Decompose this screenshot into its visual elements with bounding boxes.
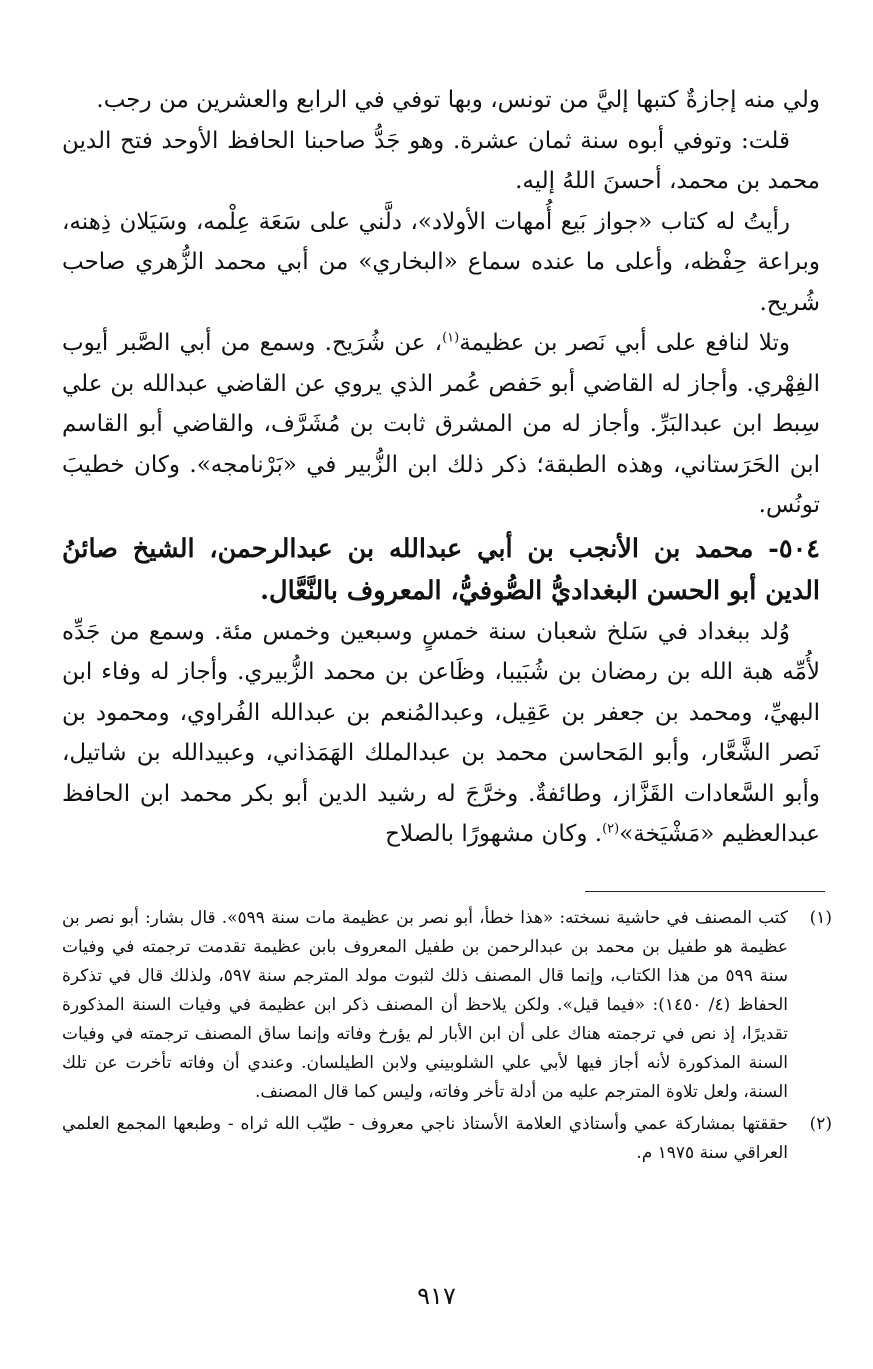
footnote-reference[interactable]: (٢): [602, 821, 620, 837]
page-number: ٩١٧: [417, 1282, 456, 1310]
footnote-reference[interactable]: (١): [442, 330, 460, 346]
footnote-number: (٢): [809, 1114, 832, 1134]
paragraph: ولي منه إجازةٌ كتبها إليَّ من تونس، وبها توفي في الرابع والعشرين من رجب.: [96, 87, 820, 113]
paragraph-text: ، عن شُرَيح. وسمع من أبي الصَّبر أيوب الفِهْري. وأجاز له القاضي أبو حَفص عُمر الذي يروي عن القاضي عبدالله بن علي سِبط ابن عبدالبَرِّ. وأجاز له من المشرق ثابت بن مُشَرَّف، والقاضي أبو القاسم ابن الحَرَستاني، وهذه الطبقة؛ ذكر ذلك ابن الزُّبير في «بَرْنامجه». وكان خطيبَ تونُس.: [62, 330, 820, 518]
footnote: [62, 904, 832, 1107]
footnote-number: (١): [809, 908, 832, 928]
footnote-divider: [585, 891, 825, 892]
main-text: [62, 80, 820, 855]
paragraph: [62, 612, 820, 855]
footnotes: [62, 904, 832, 1171]
paragraph: رأيتُ له كتاب «جواز بَيع أُمهات الأولاد»، دلَّني على سَعَة عِلْمه، وسَيَلان ذِهنه، وبراعة حِفْظه، وأعلى ما عنده سماع «البخاري» من أبي محمد الزُّهري صاحب شُريح.: [62, 208, 820, 316]
paragraph: قلت: وتوفي أبوه سنة ثمان عشرة. وهو جَدُّ صاحبنا الحافظ الأوحد فتح الدين محمد بن محمد، أحسنَ اللهُ إليه.: [62, 127, 820, 194]
paragraph: [62, 323, 820, 526]
entry-heading: ٥٠٤- محمد بن الأنجب بن أبي عبدالله بن عبدالرحمن، الشيخ صائنُ الدين أبو الحسن البغداديُّ الصُّوفيُّ، المعروف بالنَّعَّال.: [62, 533, 820, 606]
paragraph-text: وُلد ببغداد في سَلخ شعبان سنة خمسٍ وسبعين وخمس مئة. وسمع من جَدِّه لأُمِّه هبة الله بن رمضان بن شُبَيبا، وظَاعن بن محمد الزُّبيري. وأجاز له وفاء ابن البهيِّ، ومحمد بن جعفر بن عَقِيل، وعبدالمُنعم بن عبدالله الفُراوي، ومحمود بن نَصر الشَّعَّار، وأبو المَحاسن محمد بن عبدالملك الهَمَذاني، وعبيدالله بن شاتيل، وأبو السَّعادات القَزَّاز، وطائفةٌ. وخرَّجَ له رشيد الدين أبو بكر محمد ابن الحافظ عبدالعظيم «مَشْيَخة»: [62, 618, 820, 847]
paragraph-text: . وكان مشهورًا بالصلاح: [385, 821, 603, 847]
footnote-text: كتب المصنف في حاشية نسخته: «هذا خطأ، أبو نصر بن عظيمة مات سنة ٥٩٩». قال بشار: أبو نصر بن عظيمة هو طفيل بن محمد بن عبدالرحمن بن طفيل المعروف بابن عظيمة تقدمت ترجمته في وفيات سنة ٥٩٩ من هذا الكتاب، وإنما قال المصنف ذلك لثبوت مولد المترجم سنة ٥٩٧، ولذلك قال في تذكرة الحفاظ (٤/ ١٤٥٠): «فيما قيل». ولكن يلاحظ أن المصنف ذكر ابن عظيمة في وفيات السنة المذكورة تقديرًا، إذ نص في ترجمته هناك على أن ابن الأبار لم يؤرخ وفاته وإنما ساق المصنف ترجمته في وفيات السنة المذكورة لأنه أجاز فيها لأبي علي الشلوبيني ولابن الطيلسان. وعندي أن وفاته تأخرت عن تلك السنة، ولعل تلاوة المترجم عليه من أدلة تأخر وفاته، وليس كما قال المصنف.: [62, 908, 788, 1102]
footnote-text: حققتها بمشاركة عمي وأستاذي العلامة الأستاذ ناجي معروف - طيّب الله ثراه - وطبعها المجمع العلمي العراقي سنة ١٩٧٥ م.: [62, 1114, 788, 1163]
footnote: [62, 1110, 832, 1168]
paragraph-text: وتلا لنافع على أبي نَصر بن عظيمة: [459, 330, 790, 356]
